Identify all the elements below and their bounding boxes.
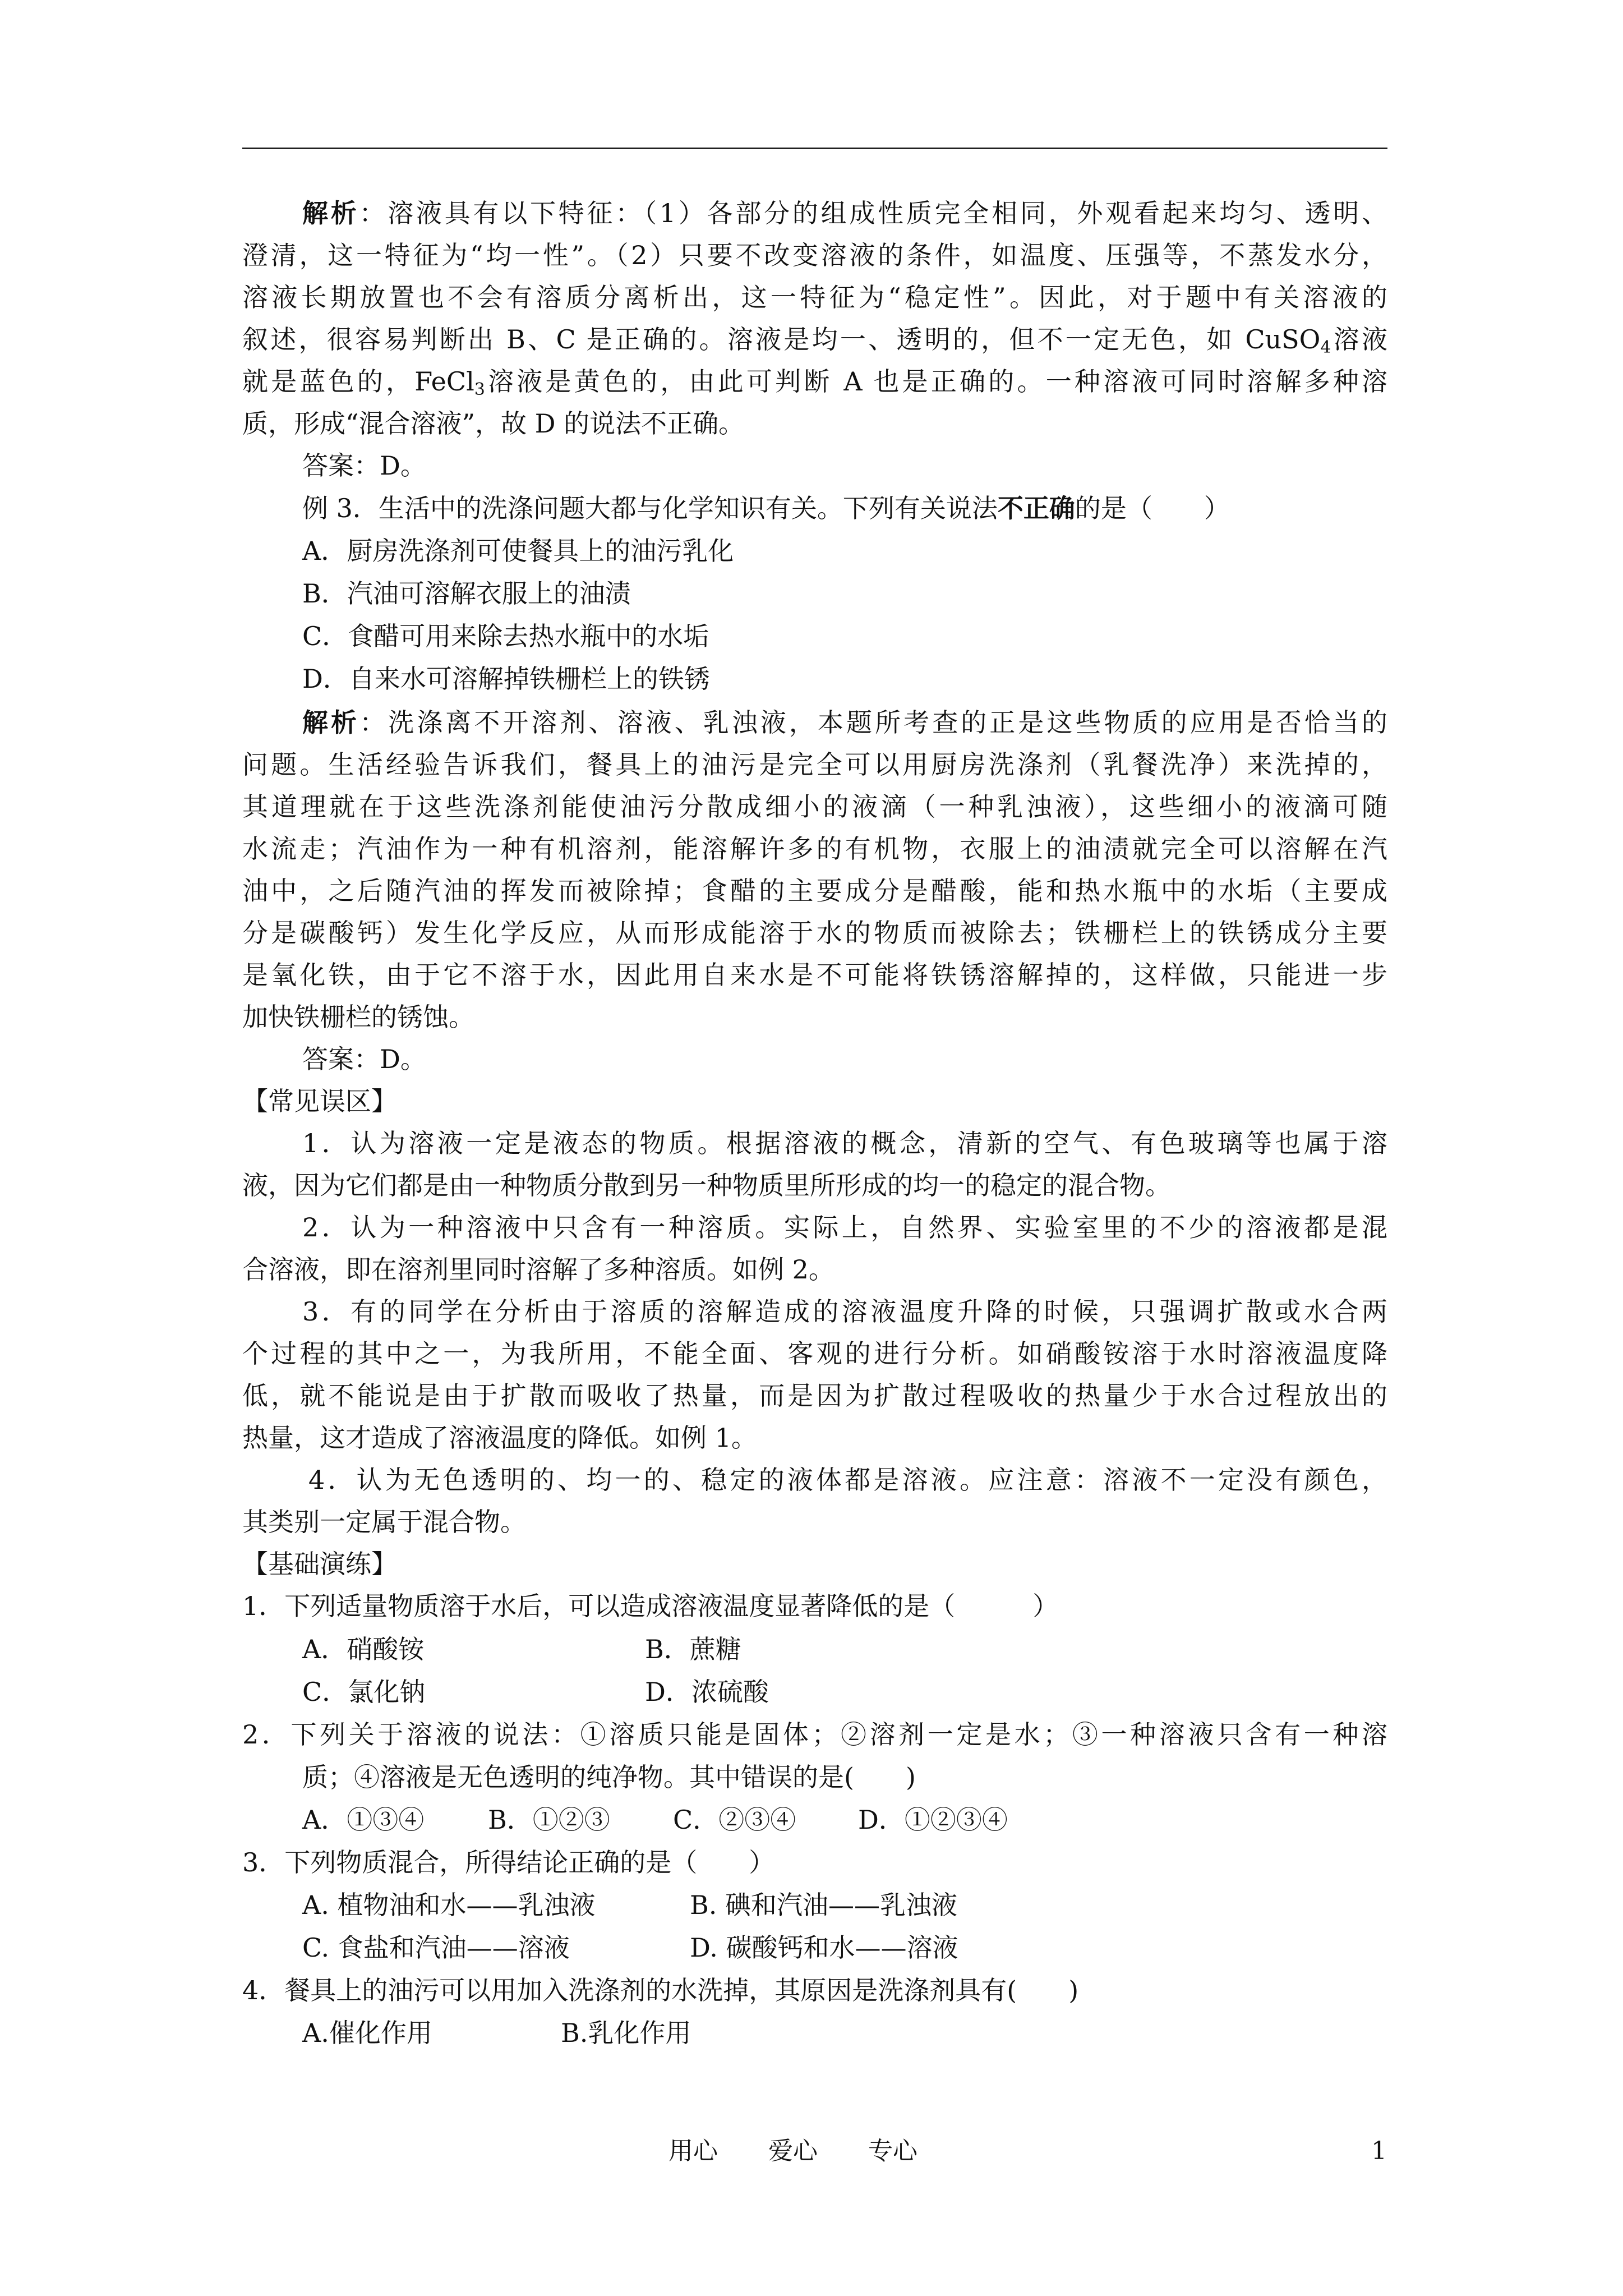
practice-q2-option-a: A．①③④ <box>302 1805 425 1835</box>
practice-q4-option-b: B.乳化作用 <box>561 2018 691 2048</box>
misconceptions-heading: 【常见误区】 <box>242 1086 397 1116</box>
analysis1-line1 <box>302 196 1387 230</box>
practice-q2-option-d: D．①②③④ <box>858 1805 1008 1835</box>
practice-q4: 4．餐具上的油污可以用加入洗涤剂的水洗掉，其原因是洗涤剂具有( ) <box>242 1975 1079 2005</box>
analysis1-text1: ：溶液具有以下特征：（1）各部分的组成性质完全相同，外观看起来均匀、透明、 <box>359 198 1387 228</box>
practice-q1-option-d: D．浓硫酸 <box>645 1677 769 1707</box>
analysis1-line2: 澄清，这一特征为“均一性”。（2）只要不改变溶液的条件，如温度、压强等，不蒸发水分， <box>242 240 1387 270</box>
analysis2-line6: 分是碳酸钙）发生化学反应，从而形成能溶于水的物质而被除去；铁栅栏上的铁锈成分主要 <box>242 918 1387 948</box>
analysis2-line1 <box>302 706 1387 739</box>
misconception-4b: 其类别一定属于混合物。 <box>242 1507 526 1537</box>
practice-q3-option-c: C. 食盐和汽油——溶液 <box>302 1932 570 1963</box>
example3-option-a: A．厨房洗涤剂可使餐具上的油污乳化 <box>302 536 734 566</box>
analysis2-line7: 是氧化铁，由于它不溶于水，因此用自来水是不可能将铁锈溶解掉的，这样做，只能进一步 <box>242 960 1387 990</box>
analysis1-sub5: 3 <box>474 380 485 399</box>
analysis1-text5a: 就是蓝色的，FeCl <box>242 366 474 397</box>
example3-stem-b: 的是（ ） <box>1075 493 1230 523</box>
misconception-1b: 液，因为它们都是由一种物质分散到另一种物质里所形成的均一的稳定的混合物。 <box>242 1170 1171 1200</box>
practice-q3: 3．下列物质混合，所得结论正确的是（ ） <box>242 1847 775 1878</box>
analysis2-line2: 问题。生活经验告诉我们，餐具上的油污是完全可以用厨房洗涤剂（乳餐洗净）来洗掉的， <box>242 749 1387 780</box>
analysis1-sub4: 4 <box>1320 338 1331 357</box>
practice-q1-option-c: C．氯化钠 <box>302 1677 426 1707</box>
practice-q1-option-b: B．蔗糖 <box>645 1634 741 1664</box>
analysis1-label: 解析 <box>302 198 359 228</box>
page-number: 1 <box>1371 2137 1387 2165</box>
analysis1-text4a: 叙述，很容易判断出 B、C 是正确的。溶液是均一、透明的，但不一定无色，如 CuSO <box>242 324 1321 355</box>
practice-q4-option-a: A.催化作用 <box>302 2018 432 2048</box>
practice-q3-option-a: A. 植物油和水——乳浊液 <box>302 1890 596 1920</box>
analysis1-line5 <box>242 365 1387 398</box>
practice-q2-line2: 质；④溶液是无色透明的纯净物。其中错误的是( ) <box>302 1762 916 1792</box>
analysis1-text5b: 溶液是黄色的，由此可判断 A 也是正确的。一种溶液可同时溶解多种溶 <box>485 366 1387 397</box>
example3-option-c: C．食醋可用来除去热水瓶中的水垢 <box>302 621 709 651</box>
analysis2-line8: 加快铁栅栏的锈蚀。 <box>242 1002 474 1032</box>
example3-option-b: B．汽油可溶解衣服上的油渍 <box>302 578 631 609</box>
example3-option-d: D．自来水可溶解掉铁栅栏上的铁锈 <box>302 664 710 694</box>
misconception-1a: 1．认为溶液一定是液态的物质。根据溶液的概念，清新的空气、有色玻璃等也属于溶 <box>302 1128 1387 1158</box>
misconception-3d: 热量，这才造成了溶液温度的降低。如例 1。 <box>242 1423 757 1453</box>
analysis1-text4b: 溶液 <box>1331 324 1387 355</box>
practice-q3-option-d: D. 碳酸钙和水——溶液 <box>690 1932 958 1963</box>
analysis1-line4 <box>242 323 1387 356</box>
misconception-3c: 低，就不能说是由于扩散而吸收了热量，而是因为扩散过程吸收的热量少于水合过程放出的 <box>242 1381 1387 1411</box>
practice-q1-option-a: A．硝酸铵 <box>302 1634 425 1664</box>
analysis2-line3: 其道理就在于这些洗涤剂能使油污分散成细小的液滴（一种乳浊液），这些细小的液滴可随 <box>242 792 1387 822</box>
practice-q2-line1: 2．下列关于溶液的说法：①溶质只能是固体；②溶剂一定是水；③一种溶液只含有一种溶 <box>242 1719 1387 1750</box>
analysis2-text1: ：洗涤离不开溶剂、溶液、乳浊液，本题所考查的正是这些物质的应用是否恰当的 <box>359 707 1388 738</box>
misconception-3b: 个过程的其中之一，为我所用，不能全面、客观的进行分析。如硝酸铵溶于水时溶液温度降 <box>242 1338 1387 1369</box>
example3-stem-bold: 不正确 <box>997 493 1075 523</box>
example3-stem <box>302 491 1230 525</box>
misconception-2b: 合溶液，即在溶剂里同时溶解了多种溶质。如例 2。 <box>242 1254 834 1285</box>
practice-q2-option-c: C．②③④ <box>673 1805 796 1835</box>
misconception-4a: 4．认为无色透明的、均一的、稳定的液体都是溶液。应注意：溶液不一定没有颜色， <box>308 1465 1387 1495</box>
footer-motto-3: 专心 <box>868 2137 917 2165</box>
misconception-2a: 2．认为一种溶液中只含有一种溶质。实际上，自然界、实验室里的不少的溶液都是混 <box>302 1212 1387 1243</box>
practice-q1: 1．下列适量物质溶于水后，可以造成溶液温度显著降低的是（ ） <box>242 1591 1059 1621</box>
analysis2-answer: 答案：D。 <box>302 1044 426 1074</box>
analysis2-label: 解析 <box>302 707 360 738</box>
analysis1-line3: 溶液长期放置也不会有溶质分离析出，这一特征为“稳定性”。因此，对于题中有关溶液的 <box>242 282 1387 312</box>
analysis1-answer: 答案：D。 <box>302 450 426 481</box>
analysis1-line6: 质，形成“混合溶液”，故 D 的说法不正确。 <box>242 408 745 439</box>
practice-q3-option-b: B. 碘和汽油——乳浊液 <box>690 1890 958 1920</box>
misconception-3a: 3．有的同学在分析由于溶质的溶解造成的溶液温度升降的时候，只强调扩散或水合两 <box>302 1296 1387 1327</box>
footer-motto-2: 爱心 <box>768 2137 818 2165</box>
practice-heading: 【基础演练】 <box>242 1549 397 1579</box>
example3-stem-a: 例 3．生活中的洗涤问题大都与化学知识有关。下列有关说法 <box>302 493 998 523</box>
analysis2-line4: 水流走；汽油作为一种有机溶剂，能溶解许多的有机物，衣服上的油渍就完全可以溶解在汽 <box>242 834 1387 864</box>
header-rule <box>242 148 1387 149</box>
analysis2-line5: 油中，之后随汽油的挥发而被除掉；食醋的主要成分是醋酸，能和热水瓶中的水垢（主要成 <box>242 876 1387 906</box>
footer-motto-1: 用心 <box>668 2137 718 2165</box>
practice-q2-option-b: B．①②③ <box>488 1805 610 1835</box>
